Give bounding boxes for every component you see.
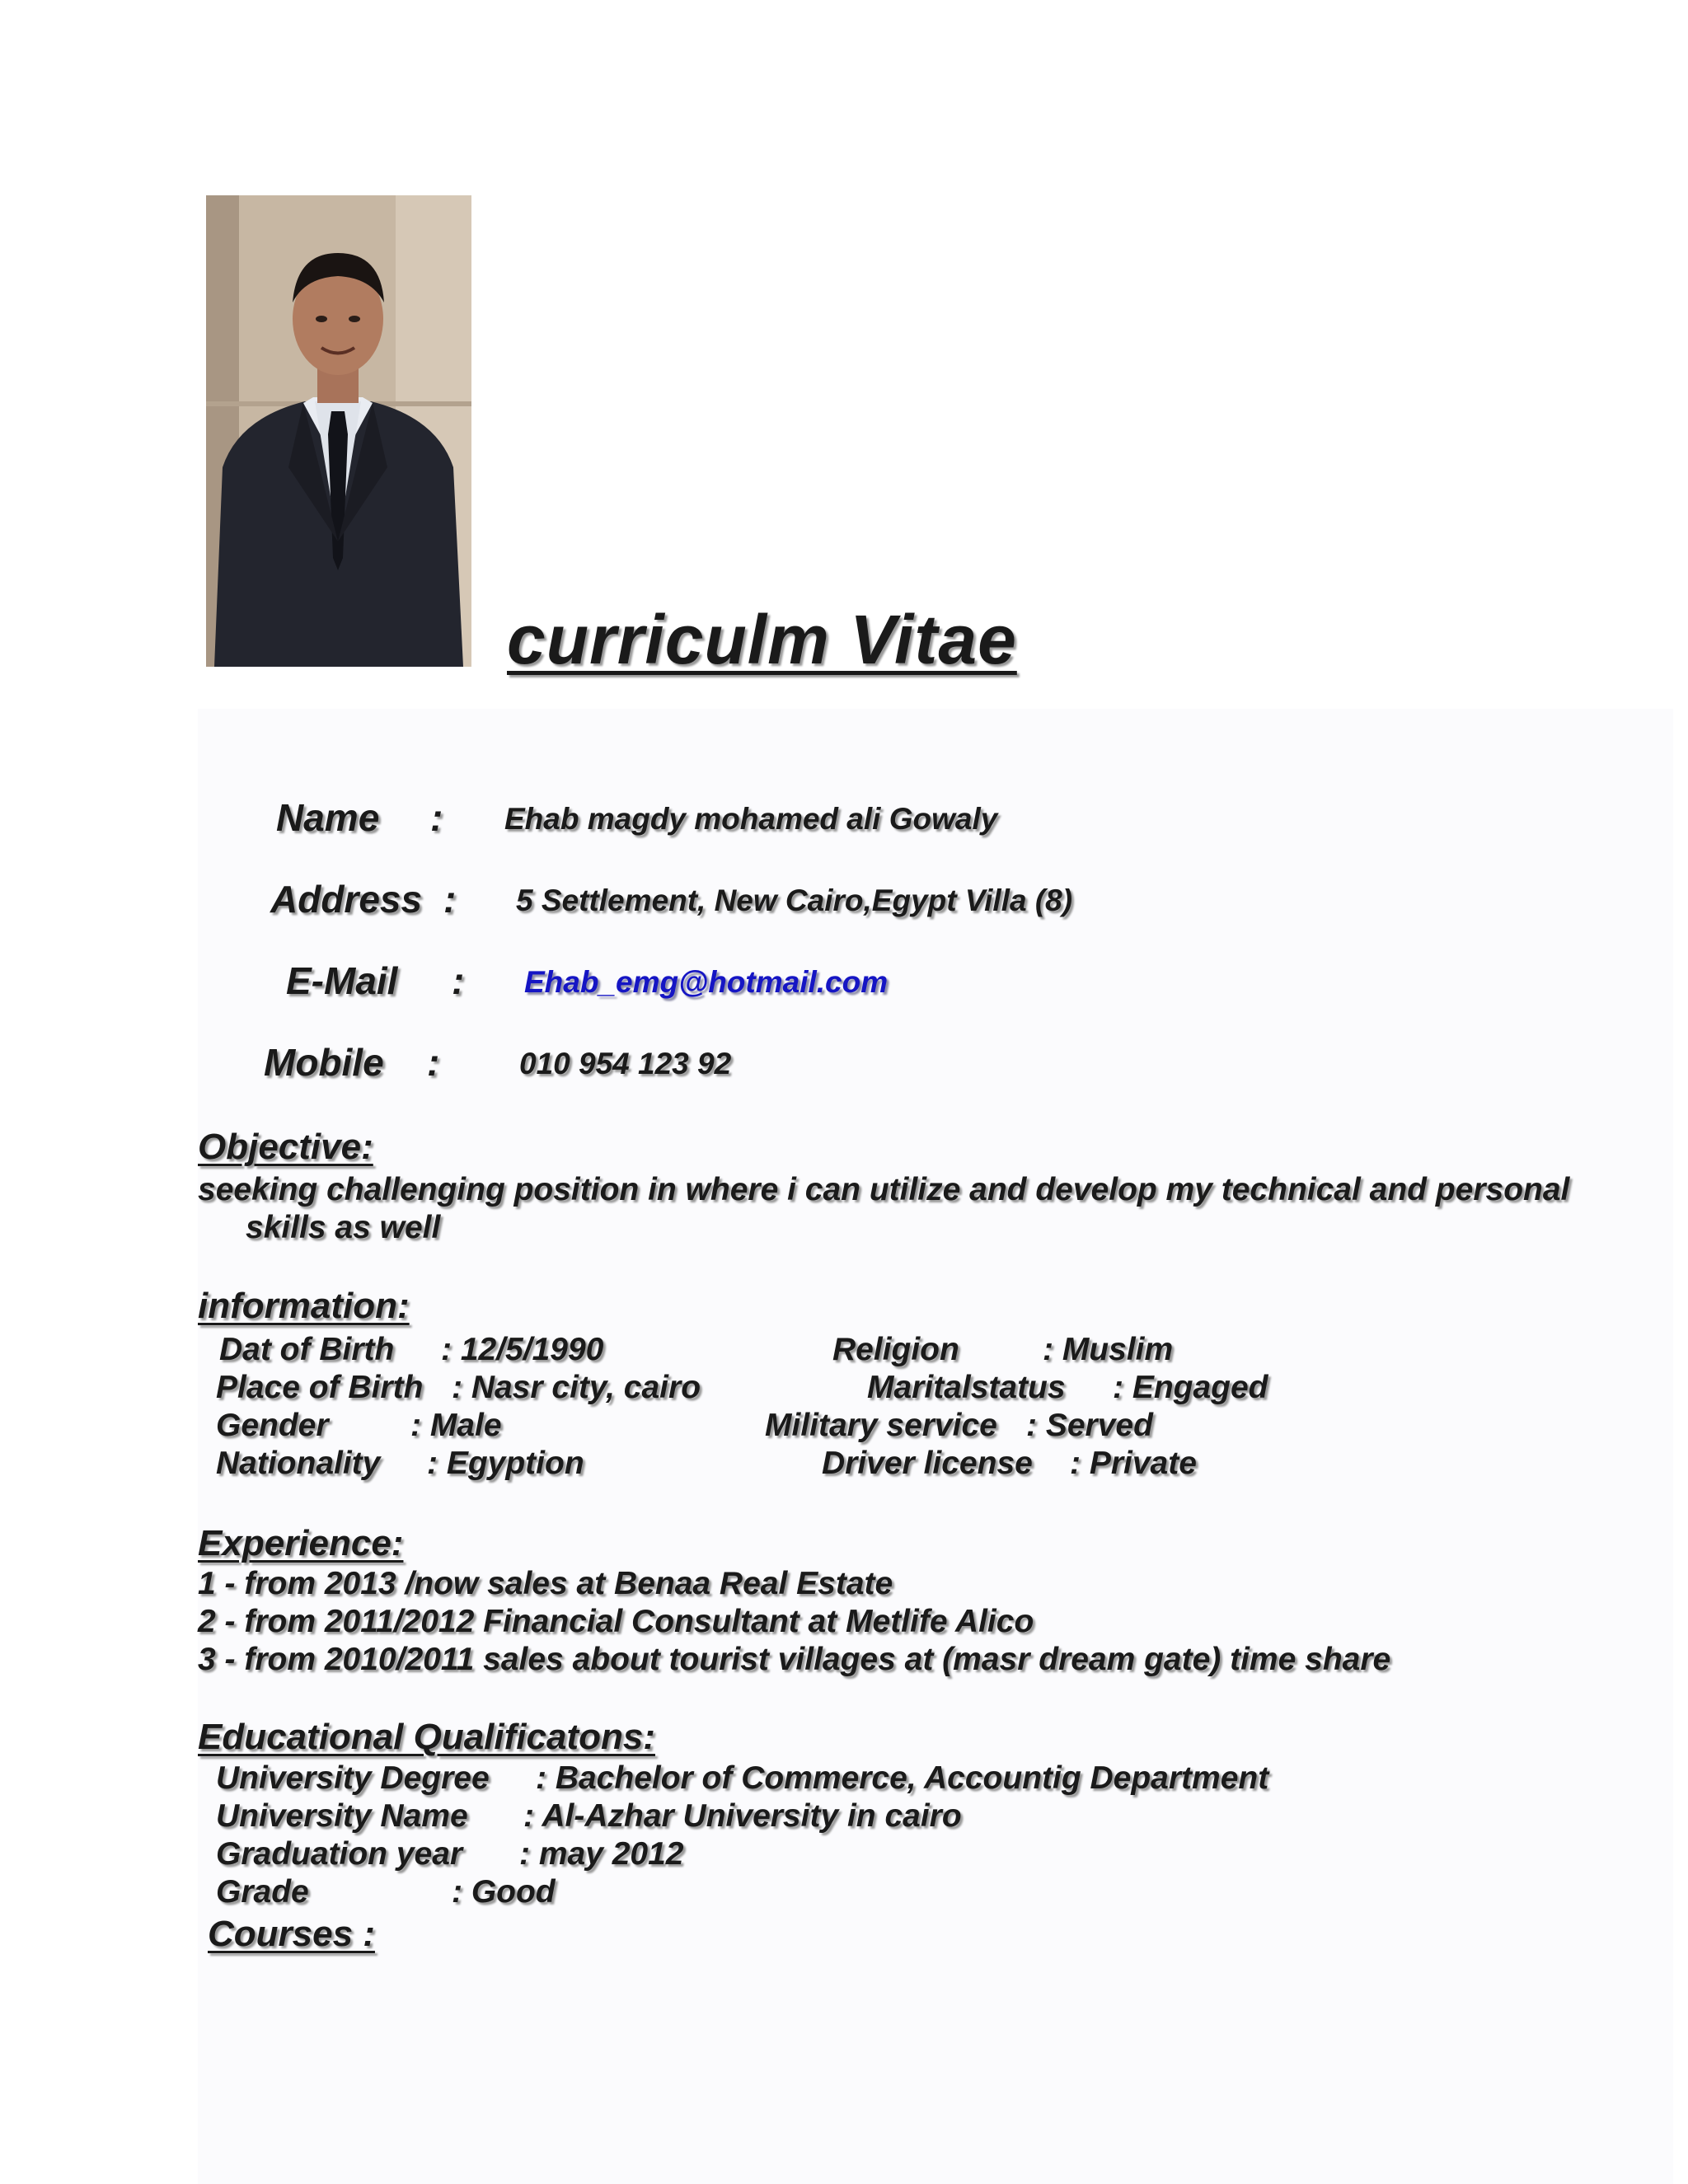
grade-value: : Good — [452, 1874, 556, 1910]
name-separator: : — [430, 796, 443, 839]
license-value: : Private — [1070, 1446, 1197, 1481]
email-label: E-Mail — [286, 959, 398, 1002]
profile-photo — [206, 195, 471, 667]
experience-heading: Experience: — [198, 1523, 404, 1563]
pob-value: : Nasr city, cairo — [452, 1370, 701, 1405]
nationality-value: : Egyption — [427, 1446, 584, 1481]
mobile-value: 010 954 123 92 — [519, 1047, 732, 1080]
address-label: Address — [270, 878, 423, 921]
military-label: Military service — [765, 1408, 997, 1443]
license-label: Driver license — [822, 1446, 1033, 1481]
grade-label: Grade — [216, 1874, 309, 1910]
address-value: 5 Settlement, New Cairo,Egypt Villa (8) — [516, 883, 1073, 917]
degree-value: : Bachelor of Commerce, Accountig Department — [536, 1760, 1269, 1796]
experience-item-2: 2 - from 2011/2012 Financial Consultant at Metlife Alico — [198, 1604, 1034, 1639]
religion-label: Religion — [832, 1332, 959, 1367]
dob-label: Dat of Birth — [219, 1332, 395, 1367]
religion-value: : Muslim — [1043, 1332, 1174, 1367]
experience-item-1: 1 - from 2013 /now sales at Benaa Real Estate — [198, 1566, 893, 1601]
objective-heading: Objective: — [198, 1127, 373, 1167]
education-heading: Educational Qualificatons: — [198, 1717, 655, 1757]
mobile-label: Mobile — [264, 1041, 384, 1084]
gender-value: : Male — [410, 1408, 502, 1443]
email-link[interactable]: Ehab_emg@hotmail.com — [524, 965, 889, 999]
courses-heading: Courses : — [208, 1914, 375, 1954]
military-value: : Served — [1026, 1408, 1153, 1443]
graduation-value: : may 2012 — [519, 1836, 684, 1872]
experience-item-3: 3 - from 2010/2011 sales about tourist villages at (masr dream gate) time share — [198, 1642, 1391, 1677]
information-heading: information: — [198, 1286, 410, 1326]
university-value: : Al-Azhar University in cairo — [523, 1798, 962, 1834]
gender-label: Gender — [216, 1408, 329, 1443]
dob-value: : 12/5/1990 — [441, 1332, 604, 1367]
nationality-label: Nationality — [216, 1446, 381, 1481]
graduation-label: Graduation year — [216, 1836, 463, 1872]
name-value: Ehab magdy mohamed ali Gowaly — [504, 802, 998, 836]
document-title: curriculm Vitae — [507, 601, 1017, 678]
address-separator: : — [443, 878, 457, 921]
objective-line-1: seeking challenging position in where i can utilize and develop my technical and personal — [198, 1172, 1570, 1207]
university-label: University Name — [216, 1798, 468, 1834]
marital-label: Maritalstatus — [867, 1370, 1066, 1405]
email-separator: : — [452, 959, 465, 1002]
degree-label: University Degree — [216, 1760, 490, 1796]
objective-line-2: skills as well — [246, 1210, 441, 1245]
name-label: Name — [276, 796, 380, 839]
mobile-separator: : — [427, 1041, 440, 1084]
marital-value: : Engaged — [1113, 1370, 1268, 1405]
pob-label: Place of Birth — [216, 1370, 424, 1405]
